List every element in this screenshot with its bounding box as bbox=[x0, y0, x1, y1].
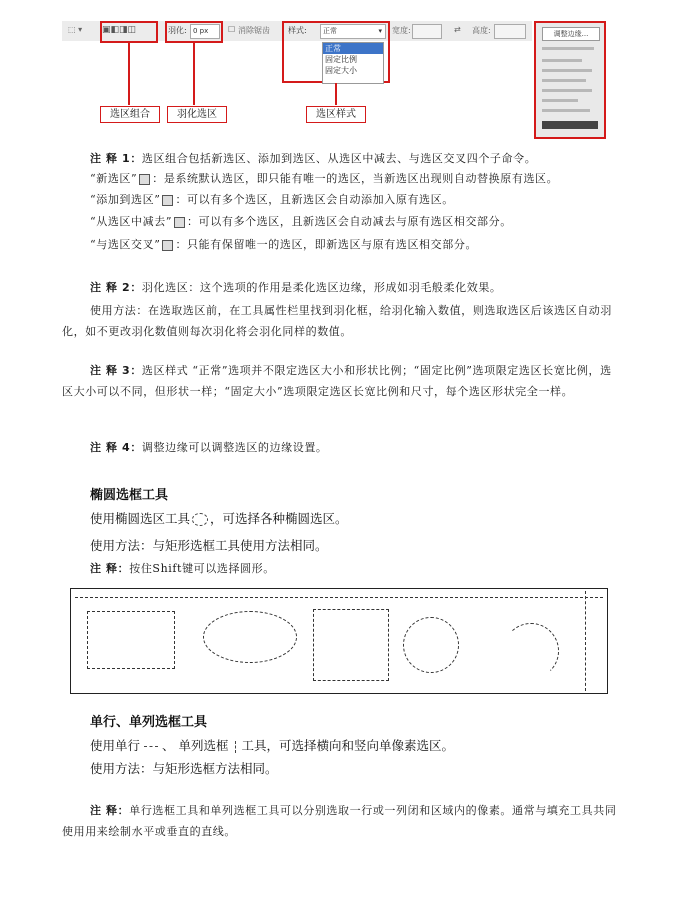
rowcol-line2: 使用方法：与矩形选框方法相同。 bbox=[90, 761, 278, 776]
feather-label: 羽化: bbox=[168, 26, 187, 35]
single-row-marquee-icon bbox=[144, 746, 158, 747]
fixed-ratio-selection bbox=[313, 609, 389, 681]
refine-edge-button[interactable]: 调整边缘... bbox=[542, 27, 600, 41]
dialog-row bbox=[542, 59, 582, 62]
width-input[interactable] bbox=[412, 24, 442, 39]
connector-line bbox=[335, 83, 337, 105]
single-column-marquee-icon bbox=[235, 741, 236, 753]
style-label: 样式: bbox=[288, 26, 307, 35]
rectangle-selection bbox=[87, 611, 175, 669]
ellipse-note: 注 释：按住Shift键可以选择圆形。 bbox=[90, 562, 275, 575]
note1-add-selection: “添加到选区” ：可以有多个选区，且新选区会自动添加入原有选区。 bbox=[90, 193, 454, 206]
note1-line: 注 释 1：选区组合包括新选区、添加到选区、从选区中减去、与选区交叉四个子命令。 bbox=[90, 152, 537, 165]
style-option-fixed-size[interactable]: 固定大小 bbox=[325, 66, 357, 75]
selection-demo-figure bbox=[70, 588, 608, 694]
add-selection-icon bbox=[162, 195, 173, 206]
feather-input[interactable]: 0 px bbox=[190, 24, 220, 39]
note2-usage: 使用方法：在选取选区前，在工具属性栏里找到羽化框，给羽化输入数值，则选取选区后该选区自动羽化，如不更改羽化数值则每次羽化将会羽化同样的数值。 bbox=[62, 304, 612, 338]
note1-intersect-selection: “与选区交叉” ：只能有保留唯一的选区，即新选区与原有选区相交部分。 bbox=[90, 238, 478, 251]
dialog-row bbox=[542, 99, 578, 102]
ellipse-line2: 使用方法：与矩形选框工具使用方法相同。 bbox=[90, 538, 328, 553]
style-select[interactable]: 正常 ▾ bbox=[320, 24, 386, 39]
subtract-selection-icon bbox=[174, 217, 185, 228]
style-dropdown-menu bbox=[322, 42, 384, 84]
connector-line bbox=[193, 43, 195, 105]
style-option-normal[interactable]: 正常 bbox=[323, 43, 383, 54]
swap-icon[interactable]: ⇄ bbox=[454, 25, 461, 34]
chevron-down-icon: ▾ bbox=[378, 27, 382, 35]
single-row-selection bbox=[75, 597, 603, 598]
dialog-row bbox=[542, 79, 586, 82]
note3-paragraph: 注 释 3：选区样式 “正常”选项并不限定选区大小和形状比例；“固定比例”选项限定选区长宽比例，选区大小可以不同，但形状一样；“固定大小”选项限定选区长宽比例和尺寸，每个选区形状完全一样。 bbox=[62, 364, 612, 398]
callout-selection-combo: 选区组合 bbox=[100, 106, 160, 123]
rowcol-line1: 使用单行 、 单列选框 工具，可选择横向和竖向单像素选区。 bbox=[90, 738, 455, 753]
connector-line bbox=[128, 43, 130, 105]
callout-feather: 羽化选区 bbox=[167, 106, 227, 123]
ellipse-heading: 椭圆选框工具 bbox=[90, 488, 169, 503]
marquee-tool-icon[interactable]: ⬚ ▾ bbox=[68, 25, 83, 34]
note1-new-selection: “新选区” ：是系统默认选区，即只能有唯一的选区，当新选区出现则自动替换原有选区。 bbox=[90, 172, 559, 185]
dialog-row bbox=[542, 109, 590, 112]
height-input[interactable] bbox=[494, 24, 526, 39]
intersect-selection-icon bbox=[162, 240, 173, 251]
note4-line: 注 释 4：调整边缘可以调整选区的边缘设置。 bbox=[90, 441, 328, 454]
callout-style: 选区样式 bbox=[306, 106, 366, 123]
dialog-row bbox=[542, 69, 592, 72]
new-selection-icon bbox=[139, 174, 150, 185]
highlight-selection-combo bbox=[100, 21, 158, 43]
note1-subtract-selection: “从选区中减去” ：可以有多个选区，且新选区会自动减去与原有选区相交部分。 bbox=[90, 215, 512, 228]
antialias-label: 消除锯齿 bbox=[238, 26, 270, 35]
ellipse-selection bbox=[203, 611, 297, 663]
style-option-fixed-ratio[interactable]: 固定比例 bbox=[325, 55, 357, 64]
width-label: 宽度: bbox=[392, 26, 411, 35]
circle-selection bbox=[403, 617, 459, 673]
preview-swatches-icon bbox=[542, 121, 598, 129]
antialias-checkbox[interactable]: ☐ bbox=[228, 25, 236, 34]
dialog-row bbox=[542, 47, 594, 50]
dialog-row bbox=[542, 89, 592, 92]
note2-line: 注 释 2：羽化选区：这个选项的作用是柔化选区边缘，形成如羽毛般柔化效果。 bbox=[90, 281, 502, 294]
ellipse-line1: 使用椭圆选区工具 ，可选择各种椭圆选区。 bbox=[90, 511, 348, 526]
ellipse-marquee-icon bbox=[192, 513, 208, 526]
selection-mode-icons[interactable]: ▣◧◨◫ bbox=[102, 25, 137, 35]
refine-edge-dialog bbox=[534, 21, 606, 139]
arc-selection bbox=[503, 623, 559, 679]
rowcol-heading: 单行、单列选框工具 bbox=[90, 715, 208, 730]
height-label: 高度: bbox=[472, 26, 491, 35]
single-column-selection bbox=[585, 591, 586, 691]
rowcol-note: 注 释：单行选框工具和单列选框工具可以分别选取一行或一列闭和区域内的像素。通常与填充工具共同使用用来绘制水平或垂直的直线。 bbox=[62, 804, 617, 838]
highlight-feather bbox=[165, 21, 223, 43]
